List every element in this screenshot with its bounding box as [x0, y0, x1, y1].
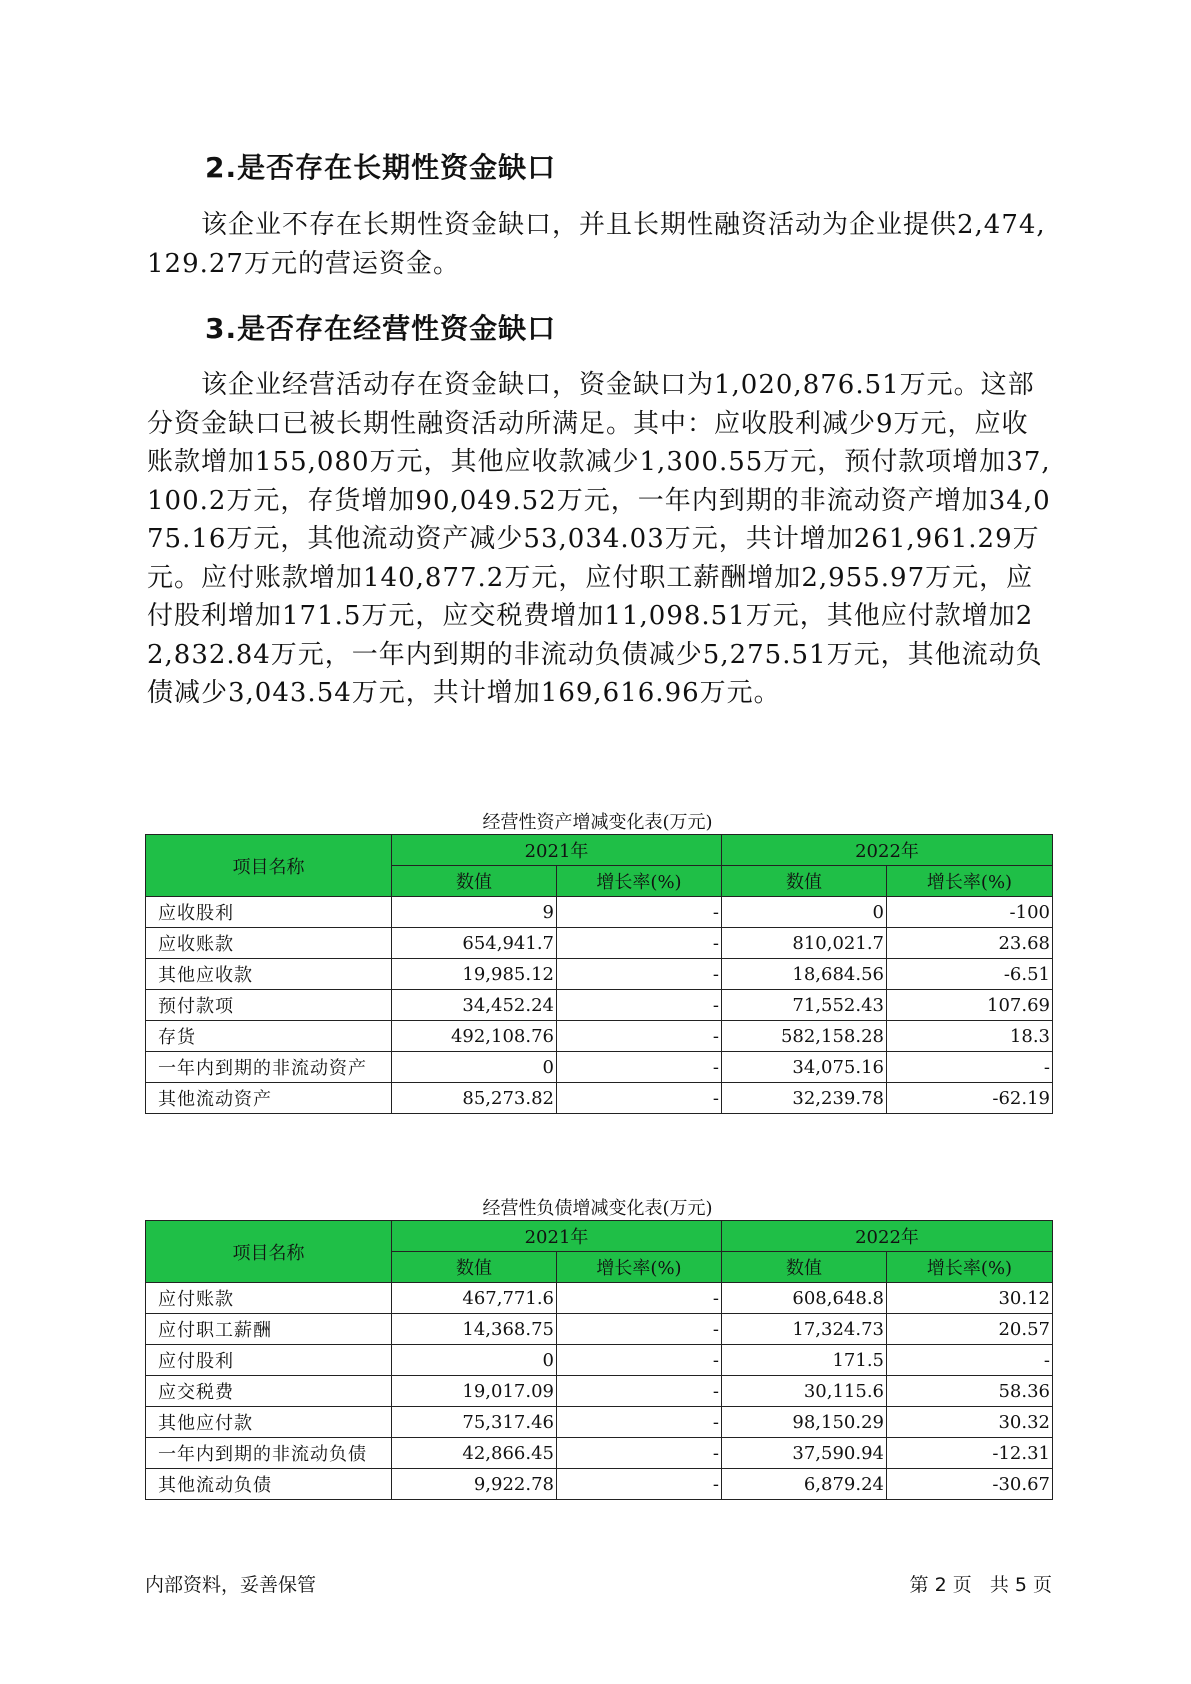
- section-3-paragraph: 该企业经营活动存在资金缺口，资金缺口为1,020,876.51万元。这部分资金缺口已被长期性融资活动所满足。其中：应收股利减少9万元，应收账款增加155,080万元，其他应收款减少1,300.55万元，预付款项增加37,100.2万元，存货增加90,049.52万元，一年内到期的非流动资产增加34,075.16万元，其他流动资产减少53,034.03万元，共计增加261,961.29万元。应付账款增加140,877.2万元，应付职工薪酬增加2,955.97万元，应付股利增加171.5万元，应交税费增加11,098.51万元，其他应付款增加22,832.84万元，一年内到期的非流动负债减少5,275.51万元，其他流动负债减少3,043.54万元，共计增加169,616.96万元。: [147, 370, 1051, 708]
- liabilities-table-cell-r2: -12.31: [887, 1438, 1053, 1469]
- liabilities-table-cell-r2: 30.12: [887, 1283, 1053, 1314]
- liabilities-table-cell-v1: 19,017.09: [392, 1376, 557, 1407]
- liabilities-table-cell-r1: -: [557, 1283, 722, 1314]
- liabilities-year-2021: 2021年: [392, 1221, 722, 1252]
- footer-page-number: 第 2 页 共 5 页: [909, 1574, 1052, 1596]
- table-row: [146, 897, 1053, 928]
- liabilities-table-cell-v1: 9,922.78: [392, 1469, 557, 1500]
- liabilities-header-row-1: [146, 1221, 1053, 1252]
- liabilities-table-cell-v1: 42,866.45: [392, 1438, 557, 1469]
- assets-table-cell-v2: 18,684.56: [722, 959, 887, 990]
- footer-confidential-note: 内部资料，妥善保管: [145, 1574, 317, 1596]
- assets-year-2021: 2021年: [392, 835, 722, 866]
- liabilities-table-body: [146, 1221, 1053, 1500]
- liabilities-table-cell-r1: -: [557, 1407, 722, 1438]
- liabilities-table-cell-name: 应付股利: [146, 1345, 392, 1376]
- assets-table-cell-name: 预付款项: [146, 990, 392, 1021]
- assets-col-rate-2021: 增长率(%): [557, 866, 722, 897]
- assets-table-cell-r1: -: [557, 959, 722, 990]
- liabilities-table-cell-name: 其他应付款: [146, 1407, 392, 1438]
- liabilities-table-cell-r2: -30.67: [887, 1469, 1053, 1500]
- section-3-heading: 3.是否存在经营性资金缺口: [205, 312, 557, 345]
- assets-table-cell-r1: -: [557, 1021, 722, 1052]
- assets-table-cell-v1: 85,273.82: [392, 1083, 557, 1114]
- liabilities-table-cell-name: 其他流动负债: [146, 1469, 392, 1500]
- liabilities-table-cell-v2: 30,115.6: [722, 1376, 887, 1407]
- liabilities-table: [145, 1220, 1053, 1500]
- liabilities-col-rate-2022: 增长率(%): [887, 1252, 1053, 1283]
- assets-table-cell-v2: 71,552.43: [722, 990, 887, 1021]
- assets-table-body: [146, 835, 1053, 1114]
- table-row: [146, 1052, 1053, 1083]
- assets-table-cell-name: 应收股利: [146, 897, 392, 928]
- assets-table-cell-v2: 582,158.28: [722, 1021, 887, 1052]
- assets-table-cell-r1: -: [557, 1052, 722, 1083]
- assets-table-caption: 经营性资产增减变化表(万元): [482, 812, 713, 833]
- assets-year-2022: 2022年: [722, 835, 1053, 866]
- liabilities-table-cell-r2: -: [887, 1345, 1053, 1376]
- table-row: [146, 1283, 1053, 1314]
- assets-table-cell-v1: 19,985.12: [392, 959, 557, 990]
- liabilities-col-rate-2021: 增长率(%): [557, 1252, 722, 1283]
- assets-table-cell-r2: 107.69: [887, 990, 1053, 1021]
- assets-table-cell-v1: 654,941.7: [392, 928, 557, 959]
- assets-header-row-1: [146, 835, 1053, 866]
- assets-table-cell-v2: 810,021.7: [722, 928, 887, 959]
- table-row: [146, 990, 1053, 1021]
- liabilities-table-cell-v1: 0: [392, 1345, 557, 1376]
- liabilities-table-cell-r1: -: [557, 1469, 722, 1500]
- assets-table-cell-v2: 34,075.16: [722, 1052, 887, 1083]
- liabilities-table-cell-r2: 58.36: [887, 1376, 1053, 1407]
- table-row: [146, 928, 1053, 959]
- liabilities-table-cell-v1: 14,368.75: [392, 1314, 557, 1345]
- assets-col-value-2021: 数值: [392, 866, 557, 897]
- assets-table-cell-v1: 492,108.76: [392, 1021, 557, 1052]
- liabilities-table-cell-v2: 37,590.94: [722, 1438, 887, 1469]
- liabilities-col-value-2022: 数值: [722, 1252, 887, 1283]
- liabilities-table-cell-name: 应付账款: [146, 1283, 392, 1314]
- assets-col-item: 项目名称: [146, 835, 392, 897]
- table-row: [146, 1314, 1053, 1345]
- liabilities-table-cell-name: 一年内到期的非流动负债: [146, 1438, 392, 1469]
- liabilities-table-cell-r2: 30.32: [887, 1407, 1053, 1438]
- assets-table-cell-name: 其他流动资产: [146, 1083, 392, 1114]
- assets-table-cell-r2: 23.68: [887, 928, 1053, 959]
- assets-table-cell-r2: -100: [887, 897, 1053, 928]
- assets-table-cell-name: 应收账款: [146, 928, 392, 959]
- table-row: [146, 1021, 1053, 1052]
- table-row: [146, 1438, 1053, 1469]
- liabilities-table-cell-name: 应交税费: [146, 1376, 392, 1407]
- assets-table-cell-r2: -: [887, 1052, 1053, 1083]
- assets-table-cell-r2: -6.51: [887, 959, 1053, 990]
- table-row: [146, 1407, 1053, 1438]
- assets-table-cell-r1: -: [557, 990, 722, 1021]
- liabilities-table-cell-v2: 17,324.73: [722, 1314, 887, 1345]
- liabilities-table-cell-v2: 608,648.8: [722, 1283, 887, 1314]
- assets-table-cell-name: 其他应收款: [146, 959, 392, 990]
- liabilities-table-cell-v1: 75,317.46: [392, 1407, 557, 1438]
- assets-table-cell-v2: 0: [722, 897, 887, 928]
- assets-table-cell-r1: -: [557, 897, 722, 928]
- section-2-paragraph: 该企业不存在长期性资金缺口，并且长期性融资活动为企业提供2,474,129.27万元的营运资金。: [147, 210, 1046, 279]
- liabilities-table-cell-v2: 171.5: [722, 1345, 887, 1376]
- assets-table-cell-name: 存货: [146, 1021, 392, 1052]
- assets-table-cell-r2: 18.3: [887, 1021, 1053, 1052]
- liabilities-table-cell-name: 应付职工薪酬: [146, 1314, 392, 1345]
- assets-col-rate-2022: 增长率(%): [887, 866, 1053, 897]
- liabilities-table-cell-r1: -: [557, 1376, 722, 1407]
- table-row: [146, 1469, 1053, 1500]
- liabilities-table-cell-r1: -: [557, 1345, 722, 1376]
- liabilities-col-value-2021: 数值: [392, 1252, 557, 1283]
- liabilities-table-cell-v2: 98,150.29: [722, 1407, 887, 1438]
- liabilities-table-cell-r1: -: [557, 1438, 722, 1469]
- table-row: [146, 1083, 1053, 1114]
- liabilities-table-cell-v2: 6,879.24: [722, 1469, 887, 1500]
- table-row: [146, 1345, 1053, 1376]
- liabilities-table-cell-r1: -: [557, 1314, 722, 1345]
- table-row: [146, 959, 1053, 990]
- assets-table-cell-r1: -: [557, 1083, 722, 1114]
- liabilities-table-cell-v1: 467,771.6: [392, 1283, 557, 1314]
- section-2-heading: 2.是否存在长期性资金缺口: [205, 151, 557, 184]
- table-row: [146, 1376, 1053, 1407]
- liabilities-table-cell-r2: 20.57: [887, 1314, 1053, 1345]
- liabilities-year-2022: 2022年: [722, 1221, 1053, 1252]
- assets-col-value-2022: 数值: [722, 866, 887, 897]
- assets-table-cell-name: 一年内到期的非流动资产: [146, 1052, 392, 1083]
- assets-table-cell-v2: 32,239.78: [722, 1083, 887, 1114]
- assets-table: [145, 834, 1053, 1114]
- assets-table-cell-v1: 0: [392, 1052, 557, 1083]
- assets-table-cell-r2: -62.19: [887, 1083, 1053, 1114]
- assets-table-cell-v1: 9: [392, 897, 557, 928]
- assets-table-cell-r1: -: [557, 928, 722, 959]
- liabilities-table-caption: 经营性负债增减变化表(万元): [482, 1198, 713, 1219]
- liabilities-col-item: 项目名称: [146, 1221, 392, 1283]
- assets-table-cell-v1: 34,452.24: [392, 990, 557, 1021]
